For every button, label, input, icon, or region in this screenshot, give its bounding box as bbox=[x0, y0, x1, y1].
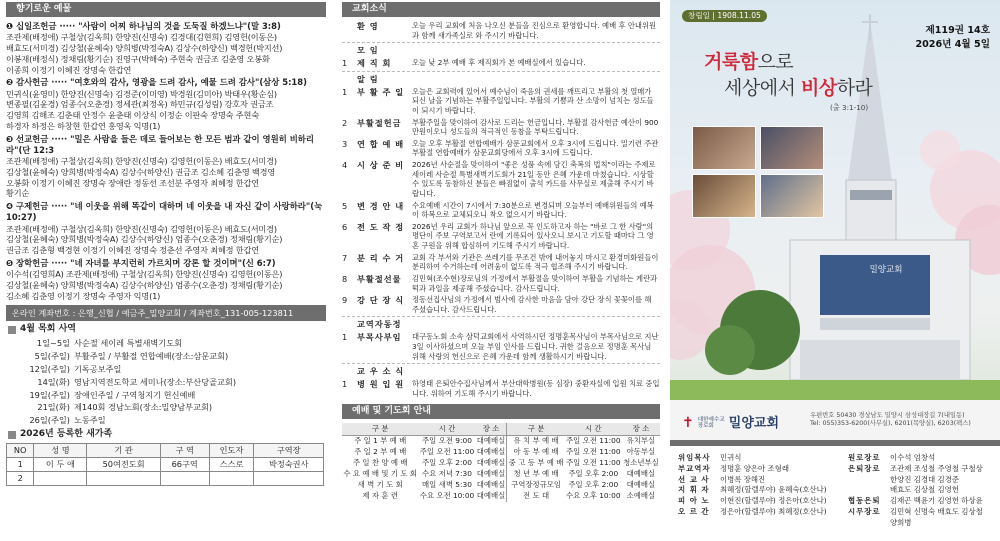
schedule-date: 26일(주일) bbox=[29, 415, 70, 426]
cover-panel bbox=[670, 0, 1000, 541]
staff-role bbox=[848, 485, 886, 495]
offerings-panel bbox=[0, 0, 332, 541]
title-highlight: 비상 bbox=[800, 77, 837, 99]
staff-role: 위임목사 bbox=[678, 453, 711, 462]
news-text: 오늘 우리 교회에 처음 나오신 분들을 진심으로 환영합니다. 예배 후 안내위원과 함께 새가족실로 와 주시기 바랍니다. bbox=[412, 21, 657, 40]
denomination-line2: 장로회 bbox=[697, 423, 714, 430]
staff-row bbox=[678, 485, 848, 495]
staff-names: 한양진 김경대 김경준 bbox=[890, 474, 959, 484]
table-cell: 주일 오전 11:00 bbox=[565, 436, 621, 446]
event-photo bbox=[760, 126, 824, 170]
news-text: 오늘 낮 2부 예배 후 제직회가 본 예배실에서 있습니다. bbox=[412, 58, 586, 68]
column-header: 구 분 bbox=[507, 423, 565, 435]
news-number bbox=[342, 366, 354, 377]
table-cell: 박정숙권사 bbox=[254, 457, 324, 471]
news-key: 교역자동정 bbox=[357, 319, 402, 330]
event-photo bbox=[692, 126, 756, 170]
news-text: 교회 각 부서와 기관은 쓰레기를 무조건 밖에 내어놓지 마시고 환경미화원들이 분리하여 수거하는데 어려움이 없도록 적극 협조해 주시기 바랍니다. bbox=[412, 252, 659, 272]
table-cell: 주일 오전 11:00 bbox=[419, 447, 475, 457]
news-number: 3 bbox=[342, 138, 348, 149]
table-cell: 2 bbox=[7, 471, 34, 485]
staff-role: 협동은퇴 bbox=[848, 496, 881, 506]
table-cell: 수 요 예 배 및 기 도 회 bbox=[343, 469, 417, 479]
staff-row bbox=[678, 464, 848, 474]
news-text: 김민혁(조수현)장로님의 가정에서 부활절을 맞이하여 부활을 기념하는 계란과 떡과 과일을 제공해 주셨습니다. 감사드립니다. bbox=[412, 273, 658, 293]
table-cell: 아 동 부 예 배 bbox=[513, 447, 559, 457]
news-key: 부활절헌금 bbox=[357, 117, 402, 128]
table-cell: 이 두 애 bbox=[34, 457, 87, 471]
table-cell: 수요 오후 10:00 bbox=[565, 491, 621, 501]
column-header: 시 간 bbox=[565, 423, 622, 435]
table-cell: 주일 오후 2:00 bbox=[568, 480, 619, 490]
news-text: 오늘은 교회력에 있어서 예수님이 죽음의 권세를 깨뜨리고 부활의 첫 열매가 되신 날을 기념하는 부활주일입니다. 부활의 기쁨과 산 소망이 넘치는 성도들이 되시기 바랍니다. bbox=[412, 86, 654, 115]
donor-names: 권금조 김춘형 백경현 이정기 이혜진 장명숙 정춘선 주영자 최혜정 한갑연 bbox=[6, 245, 259, 256]
table-cell: 대예배실 bbox=[476, 436, 506, 446]
offering-title bbox=[6, 21, 326, 32]
news-key: 변 경 안 내 bbox=[357, 200, 405, 211]
table-cell bbox=[254, 471, 324, 485]
column-header: 기 관 bbox=[87, 443, 160, 457]
news-key: 부목사부임 bbox=[357, 332, 402, 343]
event-photo bbox=[692, 174, 756, 218]
offering-number: ❺ bbox=[6, 257, 14, 268]
cover-image bbox=[670, 0, 1000, 440]
news-item bbox=[342, 295, 660, 314]
staff-right-column bbox=[848, 453, 998, 528]
donor-names: 이수석(김영희A) 조관제(배정애) 구철상(김옥희) 한양진(신명숙) 김영헌(이동은) bbox=[6, 269, 283, 280]
table-cell: 1 bbox=[7, 457, 34, 471]
table-cell: 청 년 부 예 배 bbox=[513, 469, 559, 479]
staff-row bbox=[848, 518, 998, 528]
donor-names: 조관제(배정애) 구철상(김옥희) 한양진(신명숙) 김영헌(이동은) 배효도(서미경) bbox=[6, 223, 277, 234]
news-key: 연 합 예 배 bbox=[357, 138, 405, 149]
table-header-row bbox=[342, 423, 660, 435]
staff-row bbox=[848, 464, 998, 474]
donor-names: 민귀식(윤영미) 한양진(신명숙) 김경준(이미영) 박경원(김미아) 박태우(황순심) bbox=[6, 88, 277, 99]
staff-names: 김민혁 신명숙 배효도 김상철 bbox=[890, 506, 983, 516]
donor-names: 조관제(배정애) 구철상(김옥희) 한양진(신명숙) 김경대(김현희) 김영헌(이동은) bbox=[6, 32, 277, 43]
schedule-date: 19일(주일) bbox=[29, 389, 70, 400]
column-header: 인도자 bbox=[209, 443, 254, 457]
table-cell bbox=[87, 471, 160, 485]
news-item bbox=[342, 74, 660, 85]
donor-names: 김상철(윤혜숙) 양희병(박정숙A) 김상수(하양신) 엄종수(오춘경) 정채림(황기순) bbox=[6, 279, 283, 290]
table-cell: 주일 오전 11:00 bbox=[565, 447, 621, 457]
table-cell: 새 벽 기 도 회 bbox=[357, 480, 403, 490]
staff-row bbox=[678, 475, 848, 485]
donor-names: 황기순 bbox=[6, 188, 30, 199]
table-cell: 구역장정규모임 bbox=[511, 480, 562, 490]
offering-title-text: 십일조헌금 ····· "사람이 어찌 하나님의 것을 도둑질 하겠느냐"(말 3:8) bbox=[16, 21, 281, 31]
staff-names: 이수석 엄창석 bbox=[890, 453, 936, 462]
news-number: 6 bbox=[342, 221, 348, 232]
table-cell: 주 일 2 부 예 배 bbox=[354, 447, 407, 457]
title-highlight: 거룩함 bbox=[704, 51, 758, 73]
news-item bbox=[342, 118, 660, 137]
news-key: 교 우 소 식 bbox=[357, 366, 405, 377]
donor-names: 김상철(윤혜숙) 양희병(박정숙A) 김상수(하양신) 엄종수(오춘경) 정채림(황기순) bbox=[6, 234, 283, 245]
table-cell: 대예배실 bbox=[476, 480, 506, 490]
table-cell: 대예배실 bbox=[476, 458, 506, 468]
staff-row bbox=[848, 453, 998, 463]
table-row bbox=[342, 491, 660, 502]
column-header: 장 소 bbox=[622, 423, 660, 435]
news-number: 8 bbox=[342, 273, 348, 284]
staff-role: 지 휘 자 bbox=[678, 485, 710, 495]
table-cell: 주 일 찬 양 예 배 bbox=[352, 458, 408, 468]
offerings-list bbox=[6, 21, 326, 302]
table-cell: 전 도 대 bbox=[523, 491, 550, 501]
table-cell: 유치부실 bbox=[626, 436, 656, 446]
news-text: 2026년 사순절을 맞이하여 "좋은 성품 속에 담긴 축복의 법칙"이라는 주제로 세이레 사순절 특별새벽기도회가 21일 동안 은혜 가운데 마쳤습니다. 시상할 수 있도록 동참하신 분들은 빠짐없이 출석 카드를 사무실로 제출해 주시기 바랍니다. bbox=[412, 160, 656, 198]
donor-names: 배효도(서미경) 김상철(윤혜숙) 양희병(박정숙A) 김상수(하양신) 백경헌(박지선) bbox=[6, 42, 283, 53]
donor-names: 하경자 하정은 하창현 한갑연 홍영옥 익명(1) bbox=[6, 120, 161, 131]
staff-names: 조관제 조성철 주영철 구철상 bbox=[890, 463, 983, 473]
divider bbox=[342, 316, 660, 317]
news-item bbox=[342, 201, 660, 220]
donor-names: 조관제(배정애) 구철상(김옥희) 한양진(신명숙) 김영헌(이동은) 배효도(서미경) bbox=[6, 156, 277, 166]
table-cell: 주일 오후 2:00 bbox=[568, 469, 619, 479]
news-number bbox=[342, 319, 354, 330]
staff-role: 피 아 노 bbox=[678, 496, 710, 506]
column-header: 구역장 bbox=[254, 443, 324, 457]
online-account-info: 온라인 계좌번호 : 은행_신협 / 예금주_밀양교회 / 계좌번호_131-005-123811 bbox=[6, 305, 326, 322]
donor-names: 김영희 김해조 김춘태 안정수 윤춘태 이상식 이정순 이판숙 장명숙 주현숙 bbox=[6, 110, 259, 121]
event-photo bbox=[760, 174, 824, 218]
news-number: 1 bbox=[342, 86, 348, 97]
news-number: 1 bbox=[342, 379, 348, 390]
schedule-event: 장애인주일 / 구역청지기 헌신예배 bbox=[74, 389, 196, 400]
news-number: 5 bbox=[342, 200, 348, 211]
donor-names: 이봉재(배정식) 정채림(황기순) 진영구(박해숙) 주현숙 권금조 김춘영 오봉화 bbox=[6, 53, 270, 64]
offering-title bbox=[6, 201, 326, 223]
news-key: 환 영 bbox=[357, 21, 379, 31]
offering-title-text: 감사헌금 ····· "여호와의 감사, 영광을 드려 감사, 예물 드려 감사"(삼상 5:18) bbox=[16, 77, 307, 88]
title-text: 세상에서 bbox=[724, 77, 801, 99]
news-text bbox=[412, 74, 660, 85]
column-header: 장 소 bbox=[476, 423, 507, 435]
staff-row bbox=[848, 485, 998, 495]
news-item bbox=[342, 160, 660, 199]
table-row bbox=[342, 469, 660, 480]
table-cell: 유 치 부 예 배 bbox=[513, 436, 559, 446]
staff-names: 최혜정(할렐루야) 윤혜숙(호산나) bbox=[720, 485, 827, 495]
news-text bbox=[412, 45, 660, 56]
schedule-event: 노동주일 bbox=[74, 415, 106, 426]
issue-info bbox=[915, 24, 990, 53]
news-text: 대구동노회 소속 삼덕교회에서 사역하시던 정명훈목사님이 부목사님으로 지난 3일 이사하셨으며 오늘 부임 인사를 드립니다. 귀한 걸음으로 정명훈 목사님 위해 사랑의 헌신으로 은혜 가운데 함께 생활하시기 바랍니다. bbox=[412, 332, 659, 361]
news-item bbox=[342, 319, 660, 330]
news-item bbox=[342, 379, 660, 398]
news-number: 1 bbox=[342, 58, 348, 69]
divider bbox=[342, 42, 660, 43]
news-number bbox=[342, 21, 354, 40]
table-cell: 주일 오후 2:00 bbox=[422, 458, 472, 468]
table-cell: 대예배실 bbox=[476, 447, 506, 457]
news-number: 9 bbox=[342, 295, 348, 306]
news-text bbox=[412, 319, 660, 330]
table-cell: 매일 새벽 5:30 bbox=[422, 480, 472, 490]
worship-header: 예배 및 기도회 안내 bbox=[342, 404, 660, 419]
schedule-date: 1일~5일 bbox=[36, 338, 70, 349]
table-row bbox=[7, 471, 324, 485]
offering-number: ❹ bbox=[6, 201, 14, 212]
phone-text: Tel: 055)353-6200(사무실), 6201(목양실), 6203(팩스) bbox=[810, 420, 971, 428]
table-cell: 주일 오전 11:00 bbox=[565, 458, 621, 468]
table-cell bbox=[34, 471, 87, 485]
offering-title-text: 구제헌금 ····· "네 이웃을 위해 똑같이 대하며 네 이웃을 내 자신 같이 사랑하라"(눅 10:27) bbox=[6, 201, 323, 223]
volume-number: 제119권 14호 bbox=[925, 25, 990, 36]
offering-number: ❸ bbox=[6, 133, 14, 144]
news-number: 2 bbox=[342, 117, 348, 128]
table-cell: 50여전도회 bbox=[87, 457, 160, 471]
schedule-list bbox=[6, 338, 326, 426]
news-item bbox=[342, 274, 660, 293]
church-address bbox=[810, 412, 998, 428]
event-photos bbox=[692, 126, 826, 218]
table-cell: 대예배실 bbox=[476, 469, 506, 479]
news-number: 4 bbox=[342, 160, 348, 171]
schedule-event: 제140회 경남노회(장소:밀양남부교회) bbox=[74, 402, 213, 413]
building-sign-text: 밀양교회 bbox=[869, 265, 903, 275]
news-key: 제 직 회 bbox=[357, 58, 392, 69]
news-item bbox=[342, 58, 660, 69]
news-key: 분 리 수 거 bbox=[357, 252, 405, 263]
staff-role: 시무장로 bbox=[848, 506, 881, 516]
news-header: 교회소식 bbox=[342, 2, 660, 17]
column-header: NO bbox=[7, 443, 34, 457]
staff-row bbox=[678, 507, 848, 517]
staff-list bbox=[670, 450, 1000, 528]
staff-role: 은퇴장로 bbox=[848, 463, 881, 473]
offering-title-text: 장학헌금 ····· "네 자녀를 부지런히 가르치며 강론 할 것이며"(신 6:7) bbox=[16, 257, 276, 268]
news-key: 전 도 작 정 bbox=[357, 221, 405, 232]
table-cell bbox=[209, 471, 254, 485]
title-text: 하라 bbox=[836, 77, 873, 99]
table-row bbox=[342, 480, 660, 491]
schedule-event: 부활주일 / 부활절 연합예배(장소:삼문교회) bbox=[74, 351, 229, 362]
schedule-title: 4월 목회 사역 bbox=[6, 324, 326, 336]
table-cell: 스스로 bbox=[209, 457, 254, 471]
worship-table bbox=[342, 423, 660, 501]
denomination bbox=[698, 417, 725, 429]
new-member-table bbox=[6, 443, 324, 486]
news-text: 부활주일을 맞이하여 감사로 드리는 헌금입니다. 부활절 감사헌금 예산이 900만원이오니 성도들의 적극적인 동참을 부탁드립니다. bbox=[412, 117, 659, 137]
column-header: 구 역 bbox=[160, 443, 209, 457]
table-row bbox=[342, 436, 660, 447]
staff-names: 정은아(할렐루야) 최혜정(호산나) bbox=[720, 506, 827, 516]
news-item bbox=[342, 45, 660, 56]
table-cell: 주 일 1 부 예 배 bbox=[354, 436, 407, 446]
title-text: 으로 bbox=[757, 51, 794, 73]
address-text: 우편번호 50430 경상남도 밀양시 삼성대장길 7(내일동) bbox=[810, 412, 965, 419]
staff-names: 정명훈 양은아 조형래 bbox=[720, 463, 789, 473]
donor-names: 변종필(김윤경) 엄종수(오춘경) 정세관(최정옥) 하민규(김성림) 강호자 권금조 bbox=[6, 99, 274, 110]
staff-row bbox=[678, 496, 848, 506]
news-text: 수요예배 시간이 7시에서 7:30분으로 변경되며 오늘부터 예배위원들의 예복이 하복으로 교체되오니 착오 없으시기 바랍니다. bbox=[412, 200, 654, 220]
table-cell: 대예배실 bbox=[476, 491, 506, 501]
divider bbox=[342, 71, 660, 72]
schedule-event: 영남지역전도학교 세미나(장소:부산당골교회) bbox=[74, 376, 237, 387]
table-row bbox=[342, 458, 660, 469]
theme-title-line1 bbox=[704, 50, 793, 75]
theme-title-line2 bbox=[724, 76, 872, 101]
staff-row bbox=[848, 475, 998, 485]
news-item bbox=[342, 87, 660, 116]
news-number bbox=[342, 74, 354, 85]
staff-names: 배효도 김상철 김영헌 bbox=[890, 485, 959, 495]
news-panel bbox=[336, 0, 666, 541]
table-row bbox=[7, 457, 324, 471]
church-logo bbox=[682, 414, 779, 432]
news-text: 2026년 우리 교회가 하나님 앞으로 꼭 인도하고자 하는 "바로 그 한 사람"의 명단이 주보 구역보고서 란에 기록되어 있사오니 보시고 기도할 때마다 그 영혼 구원을 위해 합심하여 기도해 주시기 바랍니다. bbox=[412, 221, 654, 251]
news-number: 7 bbox=[342, 252, 348, 263]
table-cell: 주일 오전 9:00 bbox=[422, 436, 472, 446]
news-item bbox=[342, 366, 660, 377]
table-cell: 소예배실 bbox=[626, 491, 656, 501]
table-cell: 수요 저녁 7:30 bbox=[422, 469, 472, 479]
news-key: 시 상 준 비 bbox=[357, 160, 405, 171]
offerings-header: 향기로운 예물 bbox=[6, 2, 326, 17]
offering-number: ❶ bbox=[6, 21, 14, 31]
column-header: 성 명 bbox=[34, 443, 87, 457]
staff-names: 이현진(할렐루야) 정은아(호산나) bbox=[720, 496, 827, 506]
offering-title bbox=[6, 258, 326, 269]
schedule-date: 21일(화) bbox=[37, 402, 70, 413]
denomination-line1: 대한예수교 bbox=[697, 417, 725, 424]
donor-names: 이종희 이정기 이혜진 장명숙 한갑연 bbox=[6, 64, 132, 75]
news-item bbox=[342, 222, 660, 251]
news-key: 부활절선물 bbox=[357, 273, 402, 284]
offering-title bbox=[6, 77, 326, 88]
column-header: 구 분 bbox=[342, 423, 418, 435]
donor-names: 김소혜 김춘영 이정기 장명숙 주영자 익명(1) bbox=[6, 290, 161, 301]
news-item bbox=[342, 21, 660, 40]
cross-icon: ✝ bbox=[682, 415, 694, 431]
founding-badge: 창립일 | 1908.11.05 bbox=[682, 10, 767, 22]
staff-names: 김재곤 백윤기 김영헌 하상윤 bbox=[890, 496, 983, 506]
staff-names: 양희병 bbox=[890, 517, 912, 527]
table-row bbox=[342, 447, 660, 458]
staff-role: 선 교 사 bbox=[678, 474, 710, 484]
table-cell: 중 고 등 부 예 배 bbox=[508, 458, 564, 468]
schedule-date: 14일(화) bbox=[37, 376, 70, 387]
offering-title-text: 선교헌금 ····· "밀은 사람을 들은 데로 들어보는 한 모든 범과 같이 영원히 비하리라"(단 12:3 bbox=[6, 133, 314, 155]
donor-names: 오봉화 이정기 이혜진 장명숙 장애란 정동선 조선분 주영자 최혜정 한갑연 bbox=[6, 177, 259, 188]
staff-role: 오 르 간 bbox=[678, 506, 710, 516]
theme-verse: (출 3:1-10) bbox=[830, 103, 869, 112]
news-item bbox=[342, 139, 660, 158]
staff-left-column bbox=[678, 453, 848, 528]
divider bbox=[342, 363, 660, 364]
staff-names: 민귀식 bbox=[720, 453, 742, 462]
news-list bbox=[342, 21, 660, 398]
news-item bbox=[342, 253, 660, 272]
staff-role bbox=[848, 475, 886, 485]
building-sign bbox=[856, 262, 916, 276]
news-number: 1 bbox=[342, 332, 348, 343]
schedule-date: 5일(주일) bbox=[34, 351, 70, 362]
news-number bbox=[342, 45, 354, 56]
table-cell: 대예배실 bbox=[626, 469, 656, 479]
news-key: 모 임 bbox=[357, 45, 379, 56]
schedule-event: 사순절 세이레 특별새벽기도회 bbox=[74, 338, 183, 349]
staff-role: 원로장로 bbox=[848, 453, 881, 462]
news-item bbox=[342, 332, 660, 361]
news-text: 하영태 은퇴안수집사님께서 부산대학병원(동 심장) 중환자실에 입원 치료 중입니다. 위하여 기도해 주시기 바랍니다. bbox=[412, 379, 660, 398]
column-header: 시 간 bbox=[418, 423, 475, 435]
news-key: 병 원 입 원 bbox=[357, 379, 405, 390]
news-text: 오늘 오후 부활절 연합예배가 삼문교회에서 오후 3시에 드립니다. 밀기련 주관 부활절 연합예배가 삼문교회당에서 오후 3시에 드립니다. bbox=[412, 138, 659, 158]
table-cell: 66구역 bbox=[160, 457, 209, 471]
news-key: 강 단 장 식 bbox=[357, 295, 405, 306]
table-cell: 아동부실 bbox=[626, 447, 656, 457]
news-key: 부 활 주 일 bbox=[357, 86, 405, 97]
staff-row bbox=[678, 453, 848, 463]
issue-date: 2026년 4월 5일 bbox=[915, 39, 990, 51]
church-name: 밀양교회 bbox=[728, 415, 779, 431]
schedule-date: 12일(주일) bbox=[29, 363, 70, 374]
offering-number: ❷ bbox=[6, 77, 14, 88]
table-cell: 제 자 훈 련 bbox=[362, 491, 398, 501]
register-title: 2026년 등록한 새가족 bbox=[6, 429, 326, 441]
news-text bbox=[412, 366, 660, 377]
staff-names: 이병록 장해진 bbox=[720, 474, 766, 484]
divider-stripe bbox=[670, 440, 1000, 446]
schedule-event: 기독공보주일 bbox=[74, 363, 122, 374]
news-text: 정동선집사님의 가정에서 범사에 감사한 마음을 담아 강단 장식 꽃꽂이를 해 주셨습니다. 감사드립니다. bbox=[412, 295, 652, 314]
table-cell bbox=[160, 471, 209, 485]
donor-names: 김상철(윤혜숙) 양희병(박정숙A) 김상수(하양신) 권금조 김소혜 김춘영 백경영 bbox=[6, 166, 276, 177]
offering-title bbox=[6, 134, 326, 156]
news-key: 알 림 bbox=[357, 73, 379, 84]
table-cell: 수요 오전 10:00 bbox=[419, 491, 475, 501]
staff-row bbox=[848, 507, 998, 517]
table-cell: 청소년부실 bbox=[623, 458, 659, 468]
table-header-row bbox=[7, 443, 324, 457]
staff-role: 부교역자 bbox=[678, 463, 711, 473]
staff-role bbox=[848, 518, 886, 528]
table-cell: 대예배실 bbox=[626, 480, 656, 490]
staff-row bbox=[848, 496, 998, 506]
